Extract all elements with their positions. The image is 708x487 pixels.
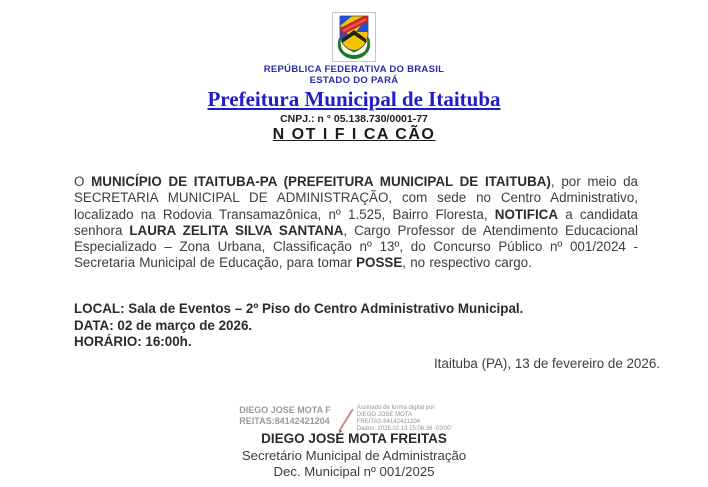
place-date-line: Itaituba (PA), 13 de fevereiro de 2026. — [433, 356, 660, 371]
itaituba-coat-of-arms-icon — [332, 12, 376, 62]
notification-body-paragraph: O MUNICÍPIO DE ITAITUBA-PA (PREFEITURA MUNICIPAL DE ITAITUBA), por meio da SECRETARIA MUNICIPAL DE ADMINISTRAÇÃO, com sede no Centro Administrativo, localizado na Rodovia Transamazônica, nº 1.525, Bairro Floresta, NOTIFICA a candidata senhora LAURA ZELITA SILVA SANTANA, Cargo Professor de Atendimento Educacional Especializado – Zona Urbana, Classificação nº 13º, do Concurso Público nº 001/2024 - Secretaria Municipal de Educação, para tomar POSSE, no respectivo cargo. — [74, 174, 638, 271]
digital-signature-id: DIEGO JOSE MOTA FREITAS:84142421204 — [239, 405, 331, 426]
notification-title: N OT I F I CA CÃO — [272, 126, 436, 143]
meeting-info-block — [74, 301, 638, 351]
document-header — [0, 12, 708, 125]
state-line: ESTADO DO PARÁ — [309, 75, 399, 86]
municipality-title: Prefeitura Municipal de Itaituba — [207, 87, 501, 111]
digital-signature-details: Assinado de forma digital por DIEGO JOSE MOTA FREITAS:84142421204 Dados: 2026.02.13 15:06:36 -03'00' — [356, 405, 452, 432]
local-line: LOCAL: Sala de Eventos – 2º Piso do Centro Administrativo Municipal. — [74, 301, 524, 316]
signer-name: DIEGO JOSÉ MOTA FREITAS — [261, 431, 447, 446]
cnpj-line: CNPJ.: n ° 05.138.730/0001-77 — [280, 113, 428, 125]
signature-slash-mark — [338, 409, 353, 432]
signer-role: Secretário Municipal de Administração — [241, 448, 467, 463]
digital-signature-block — [0, 405, 708, 433]
republic-line: REPÚBLICA FEDERATIVA DO BRASIL — [263, 64, 445, 75]
signer-decree: Dec. Municipal nº 001/2025 — [273, 464, 435, 479]
data-line: DATA: 02 de março de 2026. — [74, 317, 253, 333]
horario-line: HORÁRIO: 16:00h. — [74, 334, 192, 350]
